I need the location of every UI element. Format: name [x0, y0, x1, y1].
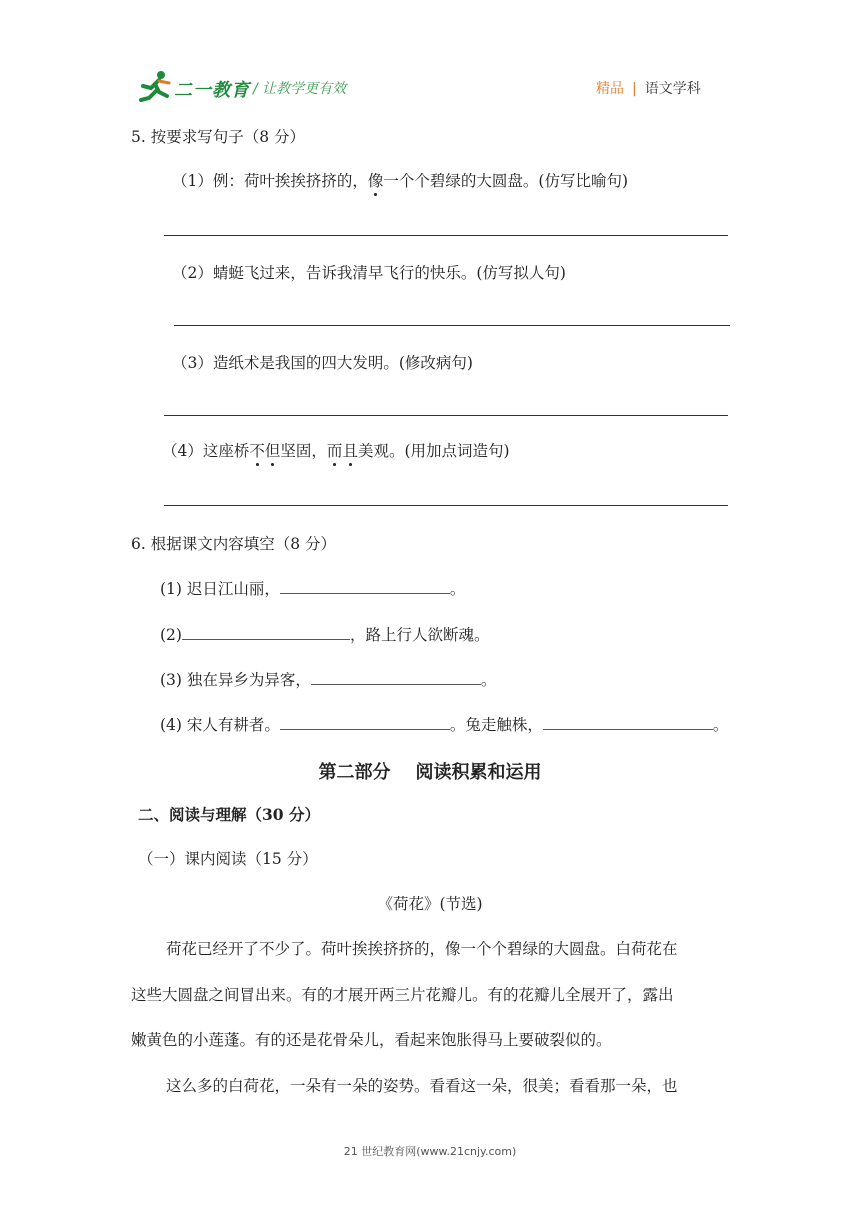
- fill-blank[interactable]: [280, 577, 450, 594]
- q6-item1: [160, 577, 465, 600]
- logo-text: 二一教育: [174, 80, 250, 101]
- q5-item1-pre: （1）例：荷叶挨挨挤挤的，: [172, 172, 368, 190]
- fill-blank[interactable]: [182, 623, 350, 640]
- passage-line: 荷花已经开了不少了。荷叶挨挨挤挤的，像一个个碧绿的大圆盘。白荷花在: [166, 940, 678, 958]
- subsection-title: （一）课内阅读（15 分）: [138, 850, 318, 868]
- passage-title: 《荷花》(节选): [377, 895, 483, 913]
- emphasis-dot-char: 像: [367, 172, 384, 190]
- brand-label: 精品: [596, 81, 624, 97]
- answer-line-4[interactable]: [164, 505, 728, 506]
- footer-text: 21 世纪教育网(www.21cnjy.com): [343, 1145, 517, 1158]
- q6-item3-pre: (3) 独在异乡为异客，: [160, 671, 311, 689]
- q5-title: 5. 按要求写句子（8 分）: [131, 128, 306, 146]
- answer-line-3[interactable]: [164, 415, 728, 416]
- q6-item3-post: 。: [480, 671, 497, 689]
- q5-item1: [172, 170, 628, 192]
- emphasis-dot-char: 不: [249, 442, 265, 460]
- running-man-icon: [137, 70, 173, 104]
- q6-item1-post: 。: [449, 580, 466, 598]
- q6-item4-post: 。: [712, 716, 729, 734]
- q5-item2: （2）蜻蜓飞过来，告诉我清早飞行的快乐。(仿写拟人句): [172, 264, 566, 282]
- header-right: [596, 78, 701, 98]
- q5-item4-mid: 坚固，: [280, 442, 327, 460]
- subject-label: 语文学科: [644, 81, 701, 97]
- q6-item2: [160, 623, 489, 646]
- q6-item2-post: ，路上行人欲断魂。: [349, 626, 490, 644]
- fill-blank[interactable]: [280, 713, 450, 730]
- q5-item4-post: 美观。(用加点词造句): [357, 442, 510, 460]
- q6-item4-pre: (4) 宋人有耕者。: [160, 716, 280, 734]
- passage-line: 嫩黄色的小莲蓬。有的还是花骨朵儿，看起来饱胀得马上要破裂似的。: [131, 1031, 612, 1049]
- emphasis-dot-char: 而: [326, 442, 343, 460]
- fill-blank[interactable]: [543, 713, 713, 730]
- q5-item4: [162, 440, 510, 462]
- passage-line: 这么多的白荷花，一朵有一朵的姿势。看看这一朵，很美；看看那一朵，也: [166, 1077, 678, 1095]
- q6-item3: [160, 668, 496, 691]
- q6-title: 6. 根据课文内容填空（8 分）: [131, 535, 337, 553]
- answer-line-1[interactable]: [164, 235, 728, 236]
- fill-blank[interactable]: [311, 668, 481, 685]
- q6-item1-pre: (1) 迟日江山丽，: [160, 580, 280, 598]
- part2-title: 第二部分 阅读积累和运用: [318, 762, 542, 783]
- section-title: 二、阅读与理解（30 分）: [138, 805, 320, 824]
- q5-item3: （3）造纸术是我国的四大发明。(修改病句): [172, 354, 473, 372]
- passage-line: 这些大圆盘之间冒出来。有的才展开两三片花瓣儿。有的花瓣儿全展开了，露出: [131, 986, 674, 1004]
- header-separator: |: [632, 81, 637, 97]
- q5-item1-post: 一个个碧绿的大圆盘。(仿写比喻句): [383, 172, 628, 190]
- emphasis-dot-char: 但: [264, 442, 281, 460]
- q6-item2-pre: (2): [160, 626, 182, 644]
- answer-line-2[interactable]: [174, 325, 730, 326]
- q6-item4-mid: 。兔走触株，: [449, 716, 543, 734]
- emphasis-dot-char: 且: [342, 442, 358, 460]
- q5-item4-pre: （4）这座桥: [162, 442, 250, 460]
- slogan: / 让教学更有效: [253, 81, 347, 97]
- q6-item4: [160, 713, 728, 736]
